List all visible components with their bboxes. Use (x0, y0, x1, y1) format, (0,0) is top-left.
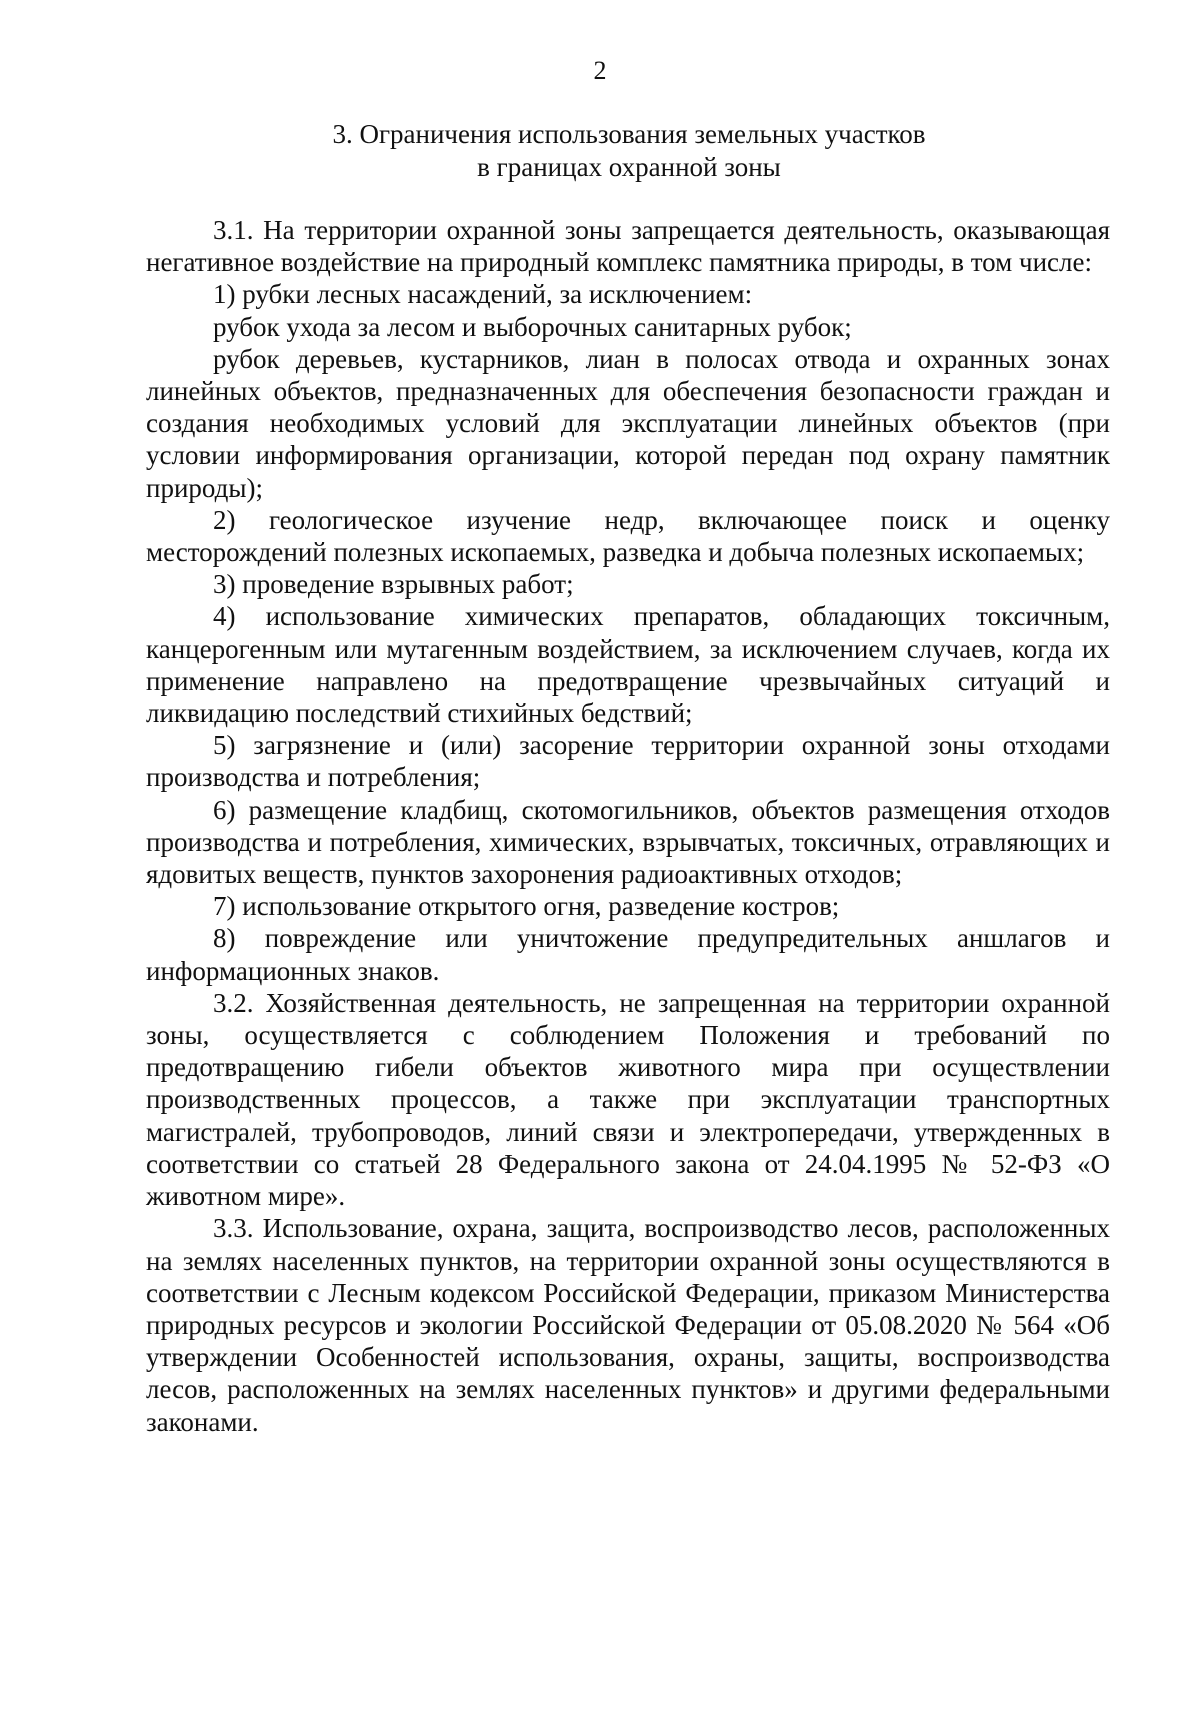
list-item-6: 6) размещение кладбищ, скотомогильников, объектов размещения отходов производства и потребления, химических, взрывчатых, токсичных, отравляющих и ядовитых веществ, пунктов захоронения радиоактивных отходов; (146, 794, 1110, 890)
page-number: 2 (593, 56, 607, 85)
list-item-3: 3) проведение взрывных работ; (213, 569, 574, 600)
paragraph-3-2: 3.2. Хозяйственная деятельность, не запрещенная на территории охранной зоны, осуществляется с соблюдением Положения и требований по предотвращению гибели объектов животного мира при осуществлении производственных процессов, а также при эксплуатации транспортных магистралей, трубопроводов, линий связи и электропередачи, утвержденных в соответствии со статьей 28 Федерального закона от 24.04.1995 № 52-ФЗ «О животном мире». (146, 987, 1110, 1212)
list-item-1-exception-b: рубок деревьев, кустарников, лиан в полосах отвода и охранных зонах линейных объектов, предназначенных для обеспечения безопасности граждан и создания необходимых условий для эксплуатации линейных объектов (при условии информирования организации, которой передан под охрану памятник природы); (146, 343, 1110, 503)
list-item-1: 1) рубки лесных насаждений, за исключением: (213, 279, 753, 310)
section-title-line-2: в границах охранной зоны (477, 152, 781, 182)
list-item-5: 5) загрязнение и (или) засорение территории охранной зоны отходами производства и потребления; (146, 730, 1110, 793)
document-body (146, 214, 1110, 1438)
list-item-2: 2) геологическое изучение недр, включающее поиск и оценку месторождений полезных ископаемых, разведка и добыча полезных ископаемых; (146, 504, 1110, 568)
section-title-line-1: 3. Ограничения использования земельных участков (332, 119, 926, 149)
paragraph-3-3: 3.3. Использование, охрана, защита, воспроизводство лесов, расположенных на землях населенных пунктов, на территории охранной зоны осуществляются в соответствии с Лесным кодексом Российской Федерации, приказом Министерства природных ресурсов и экологии Российской Федерации от 05.08.2020 № 564 «Об утверждении Особенностей использования, охраны, защиты, воспроизводства лесов, расположенных на землях населенных пунктов» и другими федеральными законами. (146, 1213, 1110, 1437)
list-item-1-exception-a: рубок ухода за лесом и выборочных санитарных рубок; (213, 311, 852, 342)
list-item-8: 8) повреждение или уничтожение предупредительных аншлагов и информационных знаков. (146, 923, 1110, 986)
list-item-4: 4) использование химических препаратов, обладающих токсичным, канцерогенным или мутагенным воздействием, за исключением случаев, когда их применение направлено на предотвращение чрезвычайных ситуаций и ликвидацию последствий стихийных бедствий; (146, 601, 1110, 729)
list-item-7: 7) использование открытого огня, разведение костров; (213, 891, 840, 922)
section-title (150, 118, 1108, 184)
paragraph-3-1: 3.1. На территории охранной зоны запрещается деятельность, оказывающая негативное воздействие на природный комплекс памятника природы, в том числе: (146, 215, 1110, 278)
